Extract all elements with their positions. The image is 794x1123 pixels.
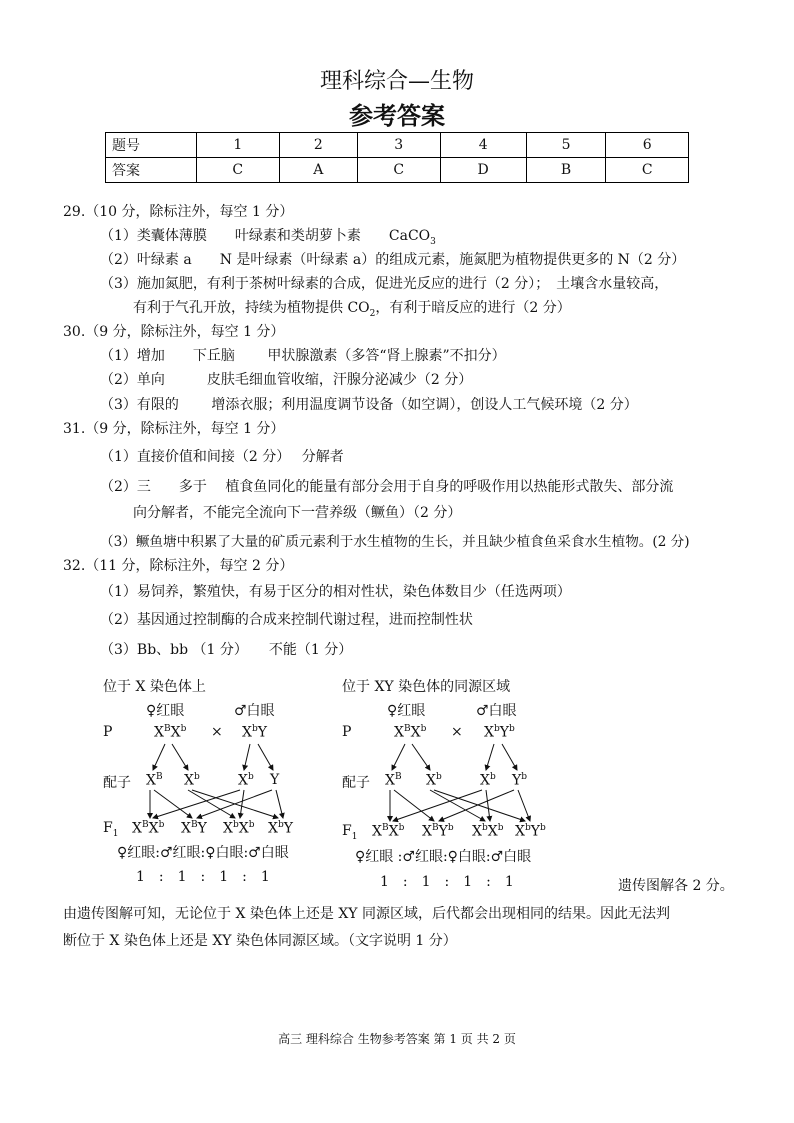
arrow <box>518 790 530 821</box>
table-header-answer: 答案 <box>106 158 197 183</box>
q29-line: （3）施加氮肥，有利于茶树叶绿素的合成，促进光反应的进行（2 分）； 土壤含水量较高， <box>100 276 669 292</box>
q30-line: （1）增加 下丘脑 甲状腺激素（多答“肾上腺素”不扣分） <box>100 348 506 364</box>
arrow <box>258 744 273 770</box>
table-cell: 6 <box>606 133 689 158</box>
conclusion-line: 由遗传图解可知，无论位于 X 染色体上还是 XY 同源区域，后代都会出现相同的结果。因此无法判 <box>63 906 670 922</box>
q29-line-text: （1）类囊体薄膜 叶绿素和类胡萝卜素 CaCO <box>100 228 431 244</box>
arrow <box>172 744 188 770</box>
table-cell: A <box>279 158 357 183</box>
table-cell: C <box>197 158 280 183</box>
phenotype-ratio: 1 : 1 : 1 : 1 <box>136 869 270 885</box>
female-red-eye-label: ♀红眼 <box>387 703 426 719</box>
diagram-title: 位于 XY 染色体的同源区域 <box>342 679 511 695</box>
q31-line: 向分解者，不能完全流向下一营养级（鳜鱼）（2 分） <box>133 505 462 521</box>
gamete: $X^b$ <box>426 772 442 789</box>
phenotype-ratio-labels: ♀红眼 :♂红眼:♀白眼:♂白眼 <box>355 849 532 865</box>
arrow <box>153 790 240 818</box>
f1-label: $F_1$ <box>342 823 358 842</box>
f1-label-text: F <box>342 823 352 839</box>
offspring-genotype: $X^BX^b$ <box>132 820 165 837</box>
q29-heading: 29.（10 分，除标注外，每空 1 分） <box>63 204 294 220</box>
q30-heading: 30.（9 分，除标注外，每空 1 分） <box>63 324 285 340</box>
q32-line: （1）易饲养，繁殖快，有易于区分的相对性状，染色体数目少（任选两项） <box>100 584 571 600</box>
q31-heading: 31.（9 分，除标注外，每空 1 分） <box>63 421 285 437</box>
phenotype-ratio: 1 : 1 : 1 : 1 <box>380 874 514 890</box>
subscript: 3 <box>430 236 436 247</box>
cross-symbol: × <box>451 724 463 740</box>
genotype: $X^bY^b$ <box>484 724 515 741</box>
conclusion-line: 断位于 X 染色体上还是 XY 染色体同源区域。（文字说明 1 分） <box>63 933 457 949</box>
table-cell: 1 <box>197 133 280 158</box>
offspring-genotype: $X^BY^b$ <box>422 823 454 840</box>
table-cell: D <box>440 158 526 183</box>
male-white-eye-label: ♂白眼 <box>234 703 275 719</box>
scoring-note: 遗传图解各 2 分。 <box>618 878 734 894</box>
female-red-eye-label: ♀红眼 <box>146 703 185 719</box>
genotype: $X^BX^b$ <box>394 724 427 741</box>
q32-heading: 32.（11 分，除标注外，每空 2 分） <box>63 558 294 574</box>
page-footer: 高三 理科综合 生物参考答案 第 1 页 共 2 页 <box>278 1032 516 1046</box>
gamete-label: 配子 <box>103 775 131 791</box>
offspring-genotype: $X^BX^b$ <box>372 823 405 840</box>
page-subtitle: 参考答案 <box>349 101 445 130</box>
q30-line: （2）单向 皮肤毛细血管收缩，汗腺分泌减少（2 分） <box>100 372 473 388</box>
q31-line: （2）三 多于 植食鱼同化的能量有部分会用于自身的呼吸作用以热能形式散失、部分流 <box>100 479 674 495</box>
arrow <box>197 790 272 818</box>
table-cell: 4 <box>440 133 526 158</box>
f1-label: $F_1$ <box>103 820 119 839</box>
subscript: 2 <box>369 308 376 319</box>
arrow <box>244 744 250 770</box>
f1-label-text: F <box>103 820 113 836</box>
arrow <box>392 744 405 770</box>
arrow <box>153 744 165 770</box>
arrow <box>486 790 490 821</box>
q29-line-text: ，有利于暗反应的进行（2 分） <box>375 300 571 316</box>
offspring-genotype: $X^bY^b$ <box>515 823 546 840</box>
arrow <box>486 744 494 770</box>
offspring-genotype: $X^BY$ <box>181 820 207 837</box>
q29-line: （2）叶绿素 a N 是叶绿素（叶绿素 a）的组成元素，施氮肥为植物提供更多的 N（2 分） <box>100 252 686 268</box>
q32-line: （2）基因通过控制酶的合成来控制代谢过程，进而控制性状 <box>100 612 473 628</box>
gamete: $X^b$ <box>184 772 200 789</box>
page-title: 理科综合—生物 <box>319 69 474 94</box>
arrow <box>240 790 244 818</box>
q31-line: （3）鳜鱼塘中积累了大量的矿质元素利于水生植物的生长，并且缺少植食鱼采食水生植物。(2 分) <box>100 534 690 550</box>
table-header-number: 题号 <box>106 133 197 158</box>
arrow <box>412 744 430 770</box>
genotype: $X^BX^b$ <box>154 724 187 741</box>
offspring-genotype: $X^bX^b$ <box>223 820 255 837</box>
q31-line: （1）直接价值和间接（2 分） 分解者 <box>100 449 344 465</box>
gamete: $Y^b$ <box>512 772 528 789</box>
arrow <box>276 790 283 818</box>
table-cell: 2 <box>279 133 357 158</box>
q29-line-text: 有利于气孔开放，持续为植物提供 CO <box>133 300 370 316</box>
table-cell: C <box>357 158 440 183</box>
table-cell: 3 <box>357 133 440 158</box>
cross-symbol: × <box>211 724 223 740</box>
male-white-eye-label: ♂白眼 <box>476 703 517 719</box>
arrow <box>394 790 434 821</box>
phenotype-ratio-labels: ♀红眼:♂红眼:♀白眼:♂白眼 <box>117 845 289 861</box>
table-cell: C <box>606 158 689 183</box>
offspring-genotype: $X^bX^b$ <box>472 823 504 840</box>
offspring-genotype: $X^bY$ <box>268 820 293 837</box>
gamete-label: 配子 <box>342 775 370 791</box>
parent-label: P <box>103 724 113 740</box>
q32-line: （3）Bb、bb （1 分） 不能（1 分） <box>100 642 353 658</box>
parent-label: P <box>342 724 352 740</box>
genotype: $X^bY$ <box>242 724 267 741</box>
gamete: $X^b$ <box>480 772 496 789</box>
gamete: $X^b$ <box>238 772 254 789</box>
arrow <box>154 790 192 818</box>
table-cell: B <box>526 158 606 183</box>
gamete: Y <box>270 772 280 788</box>
gamete: $X^B$ <box>385 772 402 789</box>
arrow <box>502 744 517 770</box>
diagram-title: 位于 X 染色体上 <box>103 679 206 695</box>
arrow <box>434 790 525 821</box>
table-cell: 5 <box>526 133 606 158</box>
gamete: $X^B$ <box>146 772 163 789</box>
q30-line: （3）有限的 增添衣服；利用温度调节设备（如空调），创设人工气候环境（2 分） <box>100 397 638 413</box>
